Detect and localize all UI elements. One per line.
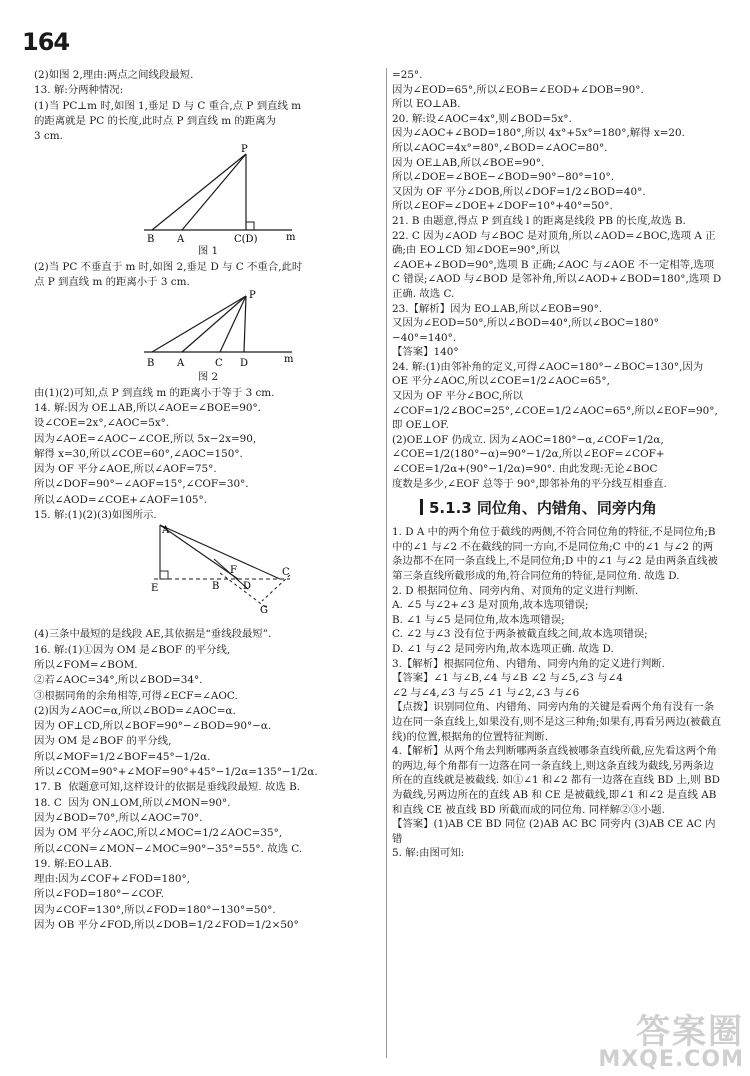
text-line: 所以∠FOD=180°−∠COF. — [34, 888, 165, 901]
text-line: 设∠COE=2x°,∠AOC=5x°. — [34, 417, 170, 430]
point-label: C — [282, 567, 290, 579]
section-title: 5.1.3 同位角、内错角、同旁内角 — [420, 497, 722, 519]
text-line: 因为 OF 平分∠AOE,所以∠AOF=75°. — [34, 463, 217, 476]
point-label: G — [260, 605, 268, 617]
text-line: 23.【解析】因为 EO⊥AB,所以∠EOB=90°. — [392, 302, 603, 315]
watermark — [598, 1004, 744, 1072]
point-label: B — [212, 581, 220, 593]
text-line: 【答案】140° — [392, 346, 459, 359]
point-label: B — [147, 234, 155, 245]
text-line: 24. 解:(1)由邻补角的定义,可得∠AOC=180°−∠BOC=130°,因为 OE 平分∠AOC,所以∠COE=1/2∠AOC=65°, — [392, 360, 704, 388]
text-line: 因为 OM 平分∠AOC,所以∠MOC=1/2∠AOC=35°, — [34, 827, 283, 840]
text-line: 所以∠DOE=∠BOE−∠BOD=90°−80°=10°. — [392, 171, 615, 184]
point-label: F — [230, 565, 237, 577]
point-label: A — [162, 525, 170, 537]
text-line: ∠COE=1/2α+(90°−1/2α)=90°. 由此发现:无论∠BOC — [392, 463, 658, 476]
text-line: 18. C 因为 ON⊥OM,所以∠MON=90°. — [34, 796, 231, 809]
figure-2-caption: 图 2 — [197, 371, 219, 384]
point-label: m — [284, 354, 294, 366]
text-line: 所以∠MOF=1/2∠BOF=45°−1/2α. — [34, 750, 211, 763]
text-line: (2)如图 2,理由:两点之间线段最短. — [34, 69, 194, 81]
text-line: (2)OE⊥OF 仍成立. 因为∠AOC=180°−α,∠COF=1/2α, — [392, 433, 664, 446]
left-after-fig2-block — [34, 386, 382, 524]
text-line: B. ∠1 与∠5 是同位角,故本选项错误; — [392, 613, 565, 626]
text-line: 因为∠COF=130°,所以∠FOD=180°−130°=50°. — [34, 903, 276, 916]
right-top-block — [392, 68, 722, 491]
watermark-domain: MXQE.COM — [598, 1047, 744, 1072]
point-label: D — [243, 581, 252, 593]
text-line: 所以∠COM=90°+∠MOF=90°+45°−1/2α=135°−1/2α. — [34, 766, 318, 779]
text-line: 理由:因为∠COF+∠FOD=180°, — [34, 873, 190, 886]
text-line: 21. B 由题意,得点 P 到直线 l 的距离是线段 PB 的长度,故选 B. — [392, 214, 686, 227]
text-line: 所以∠FOM=∠BOM. — [34, 658, 138, 671]
text-line: 【答案】(1)AB CE BD 同位 (2)AB AC BC 同旁内 (3)AB CE AC 内错 — [392, 818, 716, 845]
text-line: 所以∠AOD=∠COE+∠AOF=105°. — [34, 493, 207, 506]
text-line: ∠AOE+∠BOD=90°,选项 B 正确;∠AOC 与∠AOE 不一定相等,选项 C 错误;∠AOD 与∠BOD 是邻补角,所以∠AOD+∠BOD=180°,选项 D 正确. 故选 C. — [392, 258, 722, 300]
text-line: ∠2 与∠4,∠3 与∠5 ∠1 与∠2,∠3 与∠6 — [392, 686, 580, 699]
text-line: D. ∠1 与∠2 是同旁内角,故本选项正确. 故选 D. — [392, 642, 614, 655]
text-line: ②若∠AOC=34°,所以∠BOD=34°. — [34, 674, 203, 687]
text-line: 5. 解:由图可知: — [392, 847, 465, 860]
text-line: 点 P 到直线 m 的距离小于 3 cm. — [34, 276, 190, 289]
text-line: (4)三条中最短的是线段 AE,其依据是“垂线段最短”. — [34, 628, 272, 641]
text-line: 2. D 根据同位角、同旁内角、对顶角的定义进行判断. — [392, 584, 639, 597]
point-label: C — [215, 358, 223, 370]
point-label: m — [286, 232, 296, 244]
text-line: 3 cm. — [34, 130, 63, 143]
text-line: 因为 OM 是∠BOF 的平分线, — [34, 735, 172, 748]
text-line: 由(1)(2)可知,点 P 到直线 m 的距离小于等于 3 cm. — [34, 386, 275, 399]
figure-1-caption: 图 1 — [197, 245, 219, 258]
text-line: (1)当 PC⊥m 时,如图 1,垂足 D 与 C 重合,点 P 到直线 m — [34, 99, 302, 112]
point-label: C(D) — [234, 234, 258, 245]
text-line: 因为∠AOC+∠BOD=180°,所以 4x°+5x°=180°,解得 x=20. — [392, 127, 685, 140]
left-mid-block — [34, 260, 382, 291]
figure-2 — [34, 290, 382, 370]
page-number: 164 — [22, 28, 70, 56]
text-line: 16. 解:(1)①因为 OM 是∠BOF 的平分线, — [34, 643, 231, 656]
right-bottom-block — [392, 525, 722, 861]
text-line: 13. 解:分两种情况: — [34, 84, 124, 97]
text-line: 【点拨】识别同位角、内错角、同旁内角的关键是看两个角有没有一条边在同一条直线上,如果没有,则不是这三种角;如果有,再看另两边(被截直线)的位置,根据角的位置特征判断. — [392, 701, 722, 743]
point-label: D — [240, 358, 249, 370]
text-line: 因为∠EOD=65°,所以∠EOB=∠EOD+∠DOB=90°. — [392, 83, 644, 96]
text-line: 所以 EO⊥AB. — [392, 98, 461, 111]
right-column — [392, 68, 722, 861]
point-label: P — [249, 290, 256, 302]
text-line: 4.【解析】从两个角去判断哪两条直线被哪条直线所截,应先看这两个角的两边,每个角都有一边落在同一条直线上,则这条直线为截线,另两条边所在的直线就是被截线. 如①∠1 和∠2 都有一边落在直线 BD 上,则 BD 为截线,另两边所在的直线 AB 和 CE 是被截线,即∠1 和∠2 是直线 AB 和直线 CE 被直线 BD 所截而成的同位角. 同样解②③小题. — [392, 745, 720, 816]
figure-1 — [34, 144, 382, 244]
text-line: 又因为∠EOD=50°,所以∠BOD=40°,所以∠BOC=180°−40°=140°. — [392, 317, 659, 344]
text-line: 的距离就是 PC 的长度,此时点 P 到直线 m 的距离为 — [34, 114, 276, 127]
text-line: ③根据同角的余角相等,可得∠ECF=∠AOC. — [34, 689, 238, 702]
text-line: 所以∠AOC=4x°=80°,∠BOD=∠AOC=80°. — [392, 141, 608, 154]
text-line: 因为 OF⊥CD,所以∠BOF=90°−∠BOD=90°−α. — [34, 720, 272, 733]
text-line: 因为 OB 平分∠FOD,所以∠DOB=1/2∠FOD=1/2×50° — [34, 918, 299, 931]
text-line: 因为∠AOE=∠AOC−∠COE,所以 5x−2x=90, — [34, 432, 257, 445]
point-label: E — [151, 583, 159, 595]
text-line: A. ∠5 与∠2+∠3 是对顶角,故本选项错误; — [392, 599, 589, 612]
text-line: 解得 x=30,所以∠COE=60°,∠AOC=150°. — [34, 447, 243, 460]
text-line: 19. 解:EO⊥AB. — [34, 857, 113, 870]
text-line: 3.【解析】根据同位角、内错角、同旁内角的定义进行判断. — [392, 657, 665, 670]
left-top-block — [34, 68, 382, 144]
text-line: =25°. — [392, 69, 423, 81]
text-line: (2)当 PC 不垂直于 m 时,如图 2,垂足 D 与 C 不重合,此时 — [34, 260, 303, 273]
text-line: 20. 解:设∠AOC=4x°,则∠BOD=5x°. — [392, 112, 572, 125]
text-line: ∠COE=1/2(180°−α)=90°−1/2α,所以∠EOF=∠COF+ — [392, 448, 665, 461]
point-label: P — [241, 144, 248, 156]
text-line: 14. 解:因为 OE⊥AB,所以∠AOE=∠BOE=90°. — [34, 401, 261, 414]
point-label: A — [177, 358, 185, 370]
text-line: 17. B 依题意可知,这样设计的依据是垂线段最短. 故选 B. — [34, 781, 301, 794]
text-line: 所以∠EOF=∠DOE+∠DOF=10°+40°=50°. — [392, 200, 613, 213]
text-line: 又因为 OF 平分∠DOB,所以∠DOF=1/2∠BOD=40°. — [392, 185, 646, 198]
text-line: 15. 解:(1)(2)(3)如图所示. — [34, 509, 157, 522]
point-label: B — [147, 358, 155, 370]
text-line: 度数是多少,∠EOF 总等于 90°,即邻补角的平分线互相垂直. — [392, 477, 667, 490]
text-line: 所以∠CON=∠MON−∠MOC=90°−35°=55°. 故选 C. — [34, 842, 303, 855]
point-label: A — [177, 234, 185, 245]
left-column — [34, 68, 382, 933]
text-line: (2)因为∠AOC=α,所以∠BOD=∠AOC=α. — [34, 704, 236, 717]
text-line: C. ∠2 与∠3 没有位于两条被截直线之间,故本选项错误; — [392, 628, 648, 641]
text-line: 【答案】∠1 与∠B,∠4 与∠B ∠2 与∠5,∠3 与∠4 — [392, 672, 623, 685]
figure-3 — [34, 523, 382, 627]
column-divider — [386, 68, 387, 1058]
text-line: 因为 OE⊥AB,所以∠BOE=90°. — [392, 156, 545, 169]
text-line: 又因为 OF 平分∠BOC,所以∠COF=1/2∠BOC=25°,∠COE=1/2∠AOC=65°,所以∠EOF=90°,即 OE⊥OF. — [392, 390, 718, 432]
text-line: 22. C 因为∠AOD 与∠BOC 是对顶角,所以∠AOD=∠BOC,选项 A 正确;由 EO⊥CD 知∠DOE=90°,所以 — [392, 229, 716, 257]
left-bottom-block — [34, 627, 382, 933]
watermark-logo: 答案圈 — [636, 1012, 744, 1052]
text-line: 所以∠DOF=90°−∠AOF=15°,∠COF=30°. — [34, 478, 249, 491]
text-line: 因为∠BOD=70°,所以∠AOC=70°. — [34, 811, 203, 824]
text-line: 1. D A 中的两个角位于截线的两侧,不符合同位角的特征,不是同位角;B 中的∠1 与∠2 不在截线的同一方向,不是同位角;C 中的∠1 与∠2 的两条边都不在同一条直线上,不是同位角;D 中的∠1 与∠2 是由两条直线被第三条直线所截形成的角,符合同位角的特征,是同位角. 故选 D. — [392, 526, 718, 582]
